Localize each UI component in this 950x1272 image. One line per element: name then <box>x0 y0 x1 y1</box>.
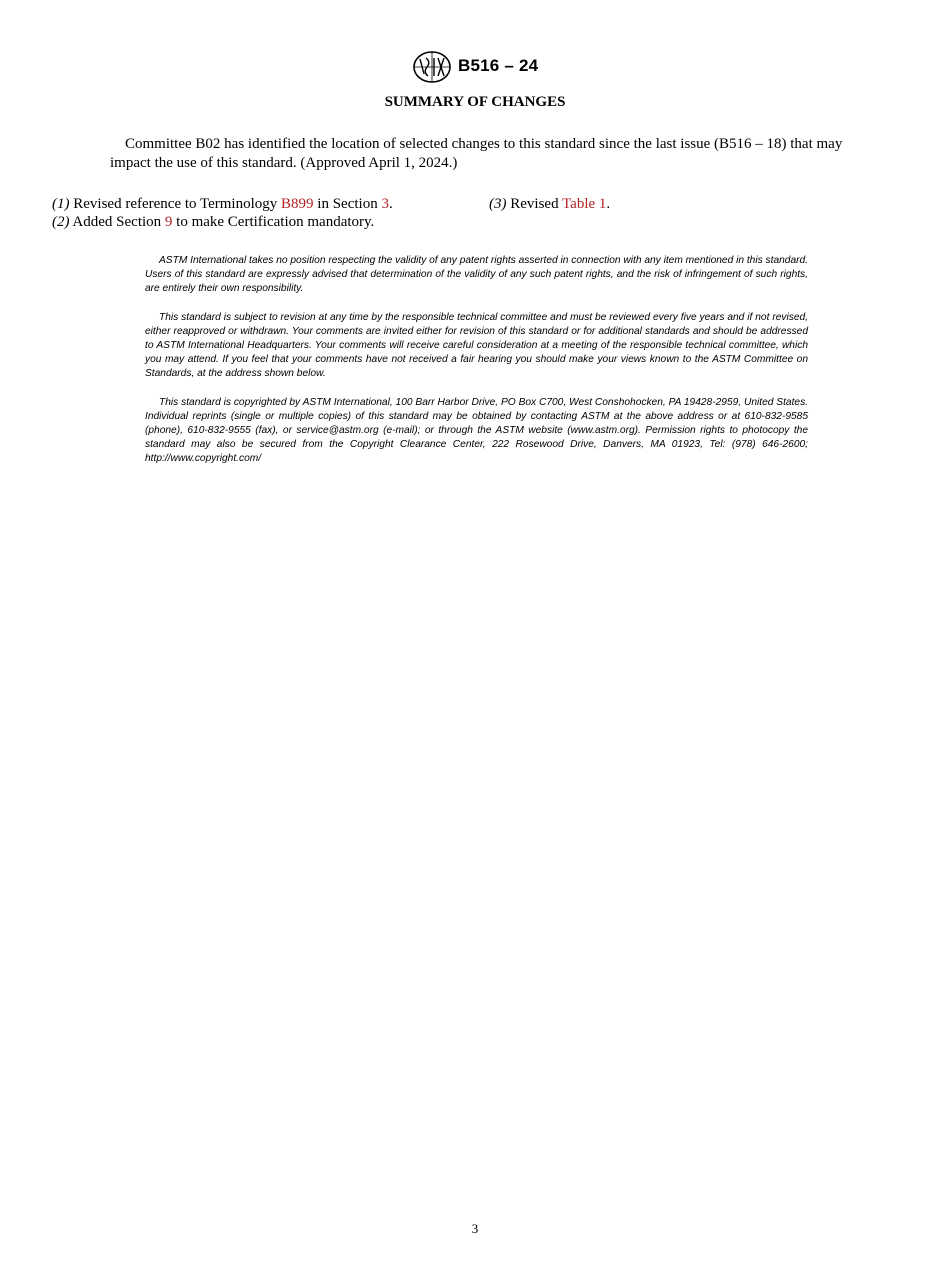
intro-paragraph: Committee B02 has identified the location of selected changes to this standard since the last issue (B516 – 18) that may impact the use of this standard. (Approved April 1, 2024.) <box>110 136 843 171</box>
revision-notice: This standard is subject to revision at any time by the responsible technical committee and must be reviewed every five years and if not revised, either reapproved or withdrawn. Your comments are invited either for revision of this standard or for additional standards and should be addressed to ASTM International Headquarters. Your comments will receive careful consideration at a meeting of the responsible technical committee, which you may attend. If you feel that your comments have not received a fair hearing you should make your views known to the ASTM Committee on Standards, at the address shown below. <box>145 312 808 379</box>
section-link[interactable]: 9 <box>164 214 173 230</box>
change-item: (1) Revised reference to Terminology B899 in Section 3. <box>52 196 393 212</box>
table-link[interactable]: Table 1 <box>562 196 607 212</box>
change-item: (3) Revised Table 1. <box>489 196 611 212</box>
page-header <box>0 50 950 86</box>
section-link[interactable]: 3 <box>381 196 389 212</box>
page-number: 3 <box>471 1221 479 1236</box>
copyright-notice: This standard is copyrighted by ASTM International, 100 Barr Harbor Drive, PO Box C700, West Conshohocken, PA 19428-2959, United States. Individual reprints (single or multiple copies) of this standard may be obtained by contacting ASTM at the above address or at 610-832-9585 (phone), 610-832-9555 (fax), or service@astm.org (e-mail); or through the ASTM website (www.astm.org). Permission rights to photocopy the standard may also be secured from the Copyright Clearance Center, 222 Rosewood Drive, Danvers, MA 01923, Tel: (978) 646-2600; http://www.copyright.com/ <box>145 397 808 464</box>
change-number: (3) <box>489 196 507 212</box>
legal-notices <box>145 254 808 481</box>
standard-code: B516 – 24 <box>458 56 539 75</box>
page-title: SUMMARY OF CHANGES <box>384 94 566 110</box>
change-item: (2) Added Section 9 to make Certification mandatory. <box>52 214 375 230</box>
change-number: (1) <box>52 196 70 212</box>
change-number: (2) <box>52 214 70 230</box>
terminology-link[interactable]: B899 <box>281 196 314 212</box>
patent-notice: ASTM International takes no position respecting the validity of any patent rights asserted in connection with any item mentioned in this standard. Users of this standard are expressly advised that determination of the validity of any such patent rights, and the risk of infringement of such rights, are entirely their own responsibility. <box>145 255 808 294</box>
astm-logo-icon <box>412 50 452 84</box>
